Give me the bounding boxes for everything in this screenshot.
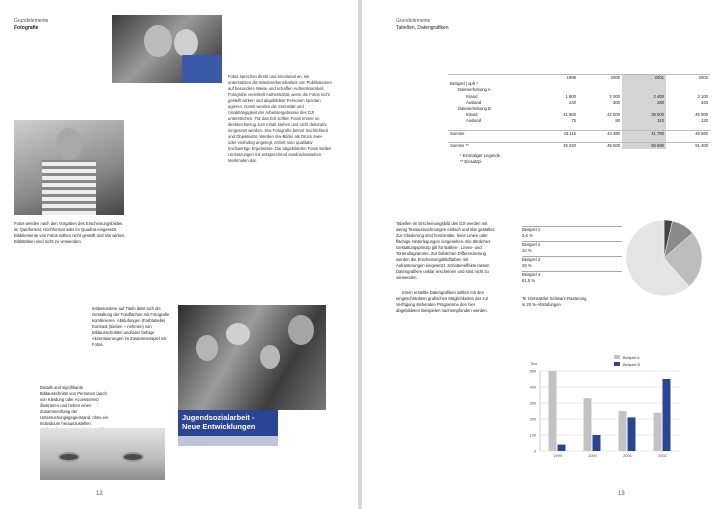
banner-line-1: Jugendsozialarbeit - — [182, 413, 255, 422]
left-page — [0, 0, 358, 509]
row-label: Inland — [466, 93, 478, 99]
left-section-label: Grundelemente — [14, 18, 49, 24]
y-tick-label: 0 — [533, 449, 536, 454]
pie-legend-item — [522, 271, 622, 284]
pie-legend-item — [522, 241, 622, 254]
table-cell: 39 000 — [622, 112, 666, 118]
table-cell: 44 380 — [607, 131, 620, 137]
pie-legend-item — [522, 226, 622, 239]
caption-photo-formats: Fotos werden nach den Vorgaben des Erscheinungsbildes im Querformat, Hochformat oder im Quadrat eingesetzt. Bildelemente von Fotos sollten nicht gestellt und s/w wirken, Bildstärken sind nicht zu verwenden. — [14, 221, 126, 244]
right-page-number: 13 — [618, 491, 625, 497]
left-page-number: 12 — [96, 491, 103, 497]
banner-accent-bar — [178, 436, 278, 446]
x-tick-label: 2001 — [623, 454, 632, 458]
table-cell: 300 — [613, 99, 620, 105]
table-cell: 75 — [571, 118, 576, 124]
year-header: 2002 — [698, 75, 708, 81]
table-cell: 45 040 — [563, 143, 576, 149]
legend-swatch — [614, 362, 620, 366]
table-cell: 2 000 — [609, 93, 620, 99]
bar — [628, 417, 636, 451]
table-row — [448, 143, 710, 149]
legend-swatch — [614, 355, 620, 359]
left-body-text: Fotos sprechen direkt und emotional an, sie unterstützen die Wiedererkennbarkeit von Publikationen auf besondere Weise und schaffen Aufmerksamkeit. Fotografie vermittelt Authentizität, wenn die Fotos nicht gestellt wirken und abgebildete Personen spontan agieren. Damit werden die Seriosität und Unabhängigkeit der Arbeitsergebnisse des DJI unterstrichen. Für das DJI sollten Fotos immer im direkten Bezug zum Inhalt stehen und nicht dekorativ eingesetzt werden. S/w-Fotografie betont Sachlichkeit und Objektivität. Werden s/w-Bilder als Druck zwei- oder vierfarbig angelegt, erzielt man qualitativ hochwertige Ergebnisse. Die abgebildeten Fotos stellen Umsetzungen mit entsprechend ausdrucksstarken Merkmalen dar. — [228, 74, 332, 163]
bar — [663, 379, 671, 451]
pie-legend — [522, 226, 632, 286]
y-tick-label: 400 — [529, 385, 536, 390]
right-body-text: Tabellen im Erscheinungsbild des DJI werden mit wenig Textauszeichnungen einfach und klar gestaltet. Zur Gliederung sind horizontale, feine Linien oder flächige Hinterlegungen vorgesehen. Ein ähnliches Gestaltungsprinzip gilt für Balken-, Linien- und Tortendiagramme. Zur farblichen Differenzierung werden die Erscheinungsbildfarben mit Aufrasterungen eingesetzt. Schatteneffekte lassen Datengrafiken unklar erscheinen und sind nicht zu verwenden. — [396, 221, 496, 280]
table-cell: 45 000 — [695, 112, 708, 118]
row-label: Summe — [450, 131, 465, 137]
bar — [619, 411, 627, 451]
table-cell: 1 800 — [565, 93, 576, 99]
x-tick-label: 2002 — [658, 454, 667, 458]
row-label: Datenerhebung B — [458, 106, 491, 112]
table-cell: 280 — [622, 99, 666, 105]
data-table — [448, 74, 710, 165]
row-label: Inland — [466, 112, 478, 118]
pie-note-1: Te Homsätzlet Schwarz-Rasterung — [522, 296, 587, 301]
year-header: 2001 — [622, 75, 666, 81]
pie-legend-value: 25 % — [522, 263, 532, 268]
table-footnote-2: ** Einsatzpi — [460, 158, 482, 164]
y-tick-label: 500 — [529, 369, 536, 374]
legend-label: Beispiel B — [623, 363, 640, 367]
table-cell: 42 000 — [607, 112, 620, 118]
pie-legend-value: 61,5 % — [522, 278, 536, 283]
legend-label: Beispiel A — [623, 356, 640, 360]
y-tick-label: 100 — [529, 433, 536, 438]
x-tick-label: 1999 — [553, 454, 562, 458]
y-axis-label: Text — [530, 362, 537, 366]
photo-eyes-detail — [40, 428, 165, 480]
pie-legend-value: 3,6 % — [522, 233, 533, 238]
pie-legend-item — [522, 256, 622, 269]
y-tick-label: 200 — [529, 417, 536, 422]
bar — [654, 413, 662, 451]
right-section-label: Grundelemente — [396, 18, 431, 24]
table-footnote-1: * Einmaliger Legende — [460, 152, 501, 158]
table-cell: 51 400 — [695, 143, 708, 149]
pie-legend-label: Beispiel 4 — [522, 272, 541, 277]
pie-legend-value: 10 % — [522, 248, 532, 253]
table-cell: 41 800 — [563, 112, 576, 118]
table-cell: 110 — [622, 118, 666, 124]
row-label: Datenerhebung A — [458, 87, 491, 93]
banner-line-2: Neue Entwicklungen — [182, 422, 256, 431]
bar — [584, 398, 592, 451]
row-label: Beispiel | opft * — [450, 81, 478, 87]
table-cell: 46 500 — [607, 143, 620, 149]
table-cell: 240 — [569, 99, 576, 105]
title-banner — [178, 410, 278, 436]
right-page-title: Tabellen, Datengrafiken — [396, 25, 449, 31]
bar — [593, 435, 601, 451]
pie-note-2: in 20 %-Abstufungen — [522, 302, 561, 307]
y-tick-label: 300 — [529, 401, 536, 406]
bar-chart — [518, 355, 688, 465]
photo-youth-group — [178, 305, 326, 410]
table-cell: 3 100 — [697, 93, 708, 99]
row-label: Summe ** — [450, 143, 469, 149]
caption-title-design: Insbesondere auf Titeln lässt sich die Gestaltung der Fotoflächen mit Fotografie kombinieren. Abstufungen (Farbtabelle) Kontrast (sieben ~ nehmen) von Bildausschnitten und/oder farbige Akzentuierungen im Zusammenspiel mit Fotos. — [92, 306, 170, 347]
table-cell: 50 680 — [622, 143, 666, 149]
pie-legend-label: Beispiel 3 — [522, 257, 541, 262]
row-label: Ausland — [466, 118, 482, 124]
x-tick-label: 2000 — [588, 454, 597, 458]
table-cell: 120 — [701, 118, 708, 124]
table-cell: 43 115 — [563, 131, 576, 137]
bar — [549, 371, 557, 451]
table-cell: 80 — [615, 118, 620, 124]
left-page-title: Fotografie — [14, 25, 39, 31]
table-cell: 41 790 — [622, 130, 666, 136]
table-cell: 2 400 — [622, 93, 666, 99]
pie-legend-label: Beispiel 2 — [522, 242, 541, 247]
photo-girl — [14, 120, 124, 215]
year-header: 1999 — [566, 75, 576, 81]
photo-children-laughing — [112, 15, 222, 83]
right-page — [362, 0, 720, 509]
row-label: Ausland — [466, 99, 482, 105]
right-body-text-2: Intern erstellte Datengrafiken sollten mit den eingeschränkten grafischen Möglichkeiten der zur Verfügung stehenden Programme den hier abgebildeten Beispielen nachempfunden werden. — [396, 290, 489, 313]
table-cell: 340 — [701, 99, 708, 105]
year-header: 2000 — [610, 75, 620, 81]
pie-legend-label: Beispiel 1 — [522, 227, 541, 232]
table-cell: 48 560 — [695, 131, 708, 137]
pie-chart — [624, 218, 704, 298]
bar — [558, 445, 566, 451]
caption-details: Details und signifikante Bildausschnitte von Personen (auch von Kleidung oder Accessoires) illustrieren und heben einen Zusammenhang der Untersuchungsgegenstand, ohne ein Individuum herauszustellen. — [40, 385, 109, 426]
